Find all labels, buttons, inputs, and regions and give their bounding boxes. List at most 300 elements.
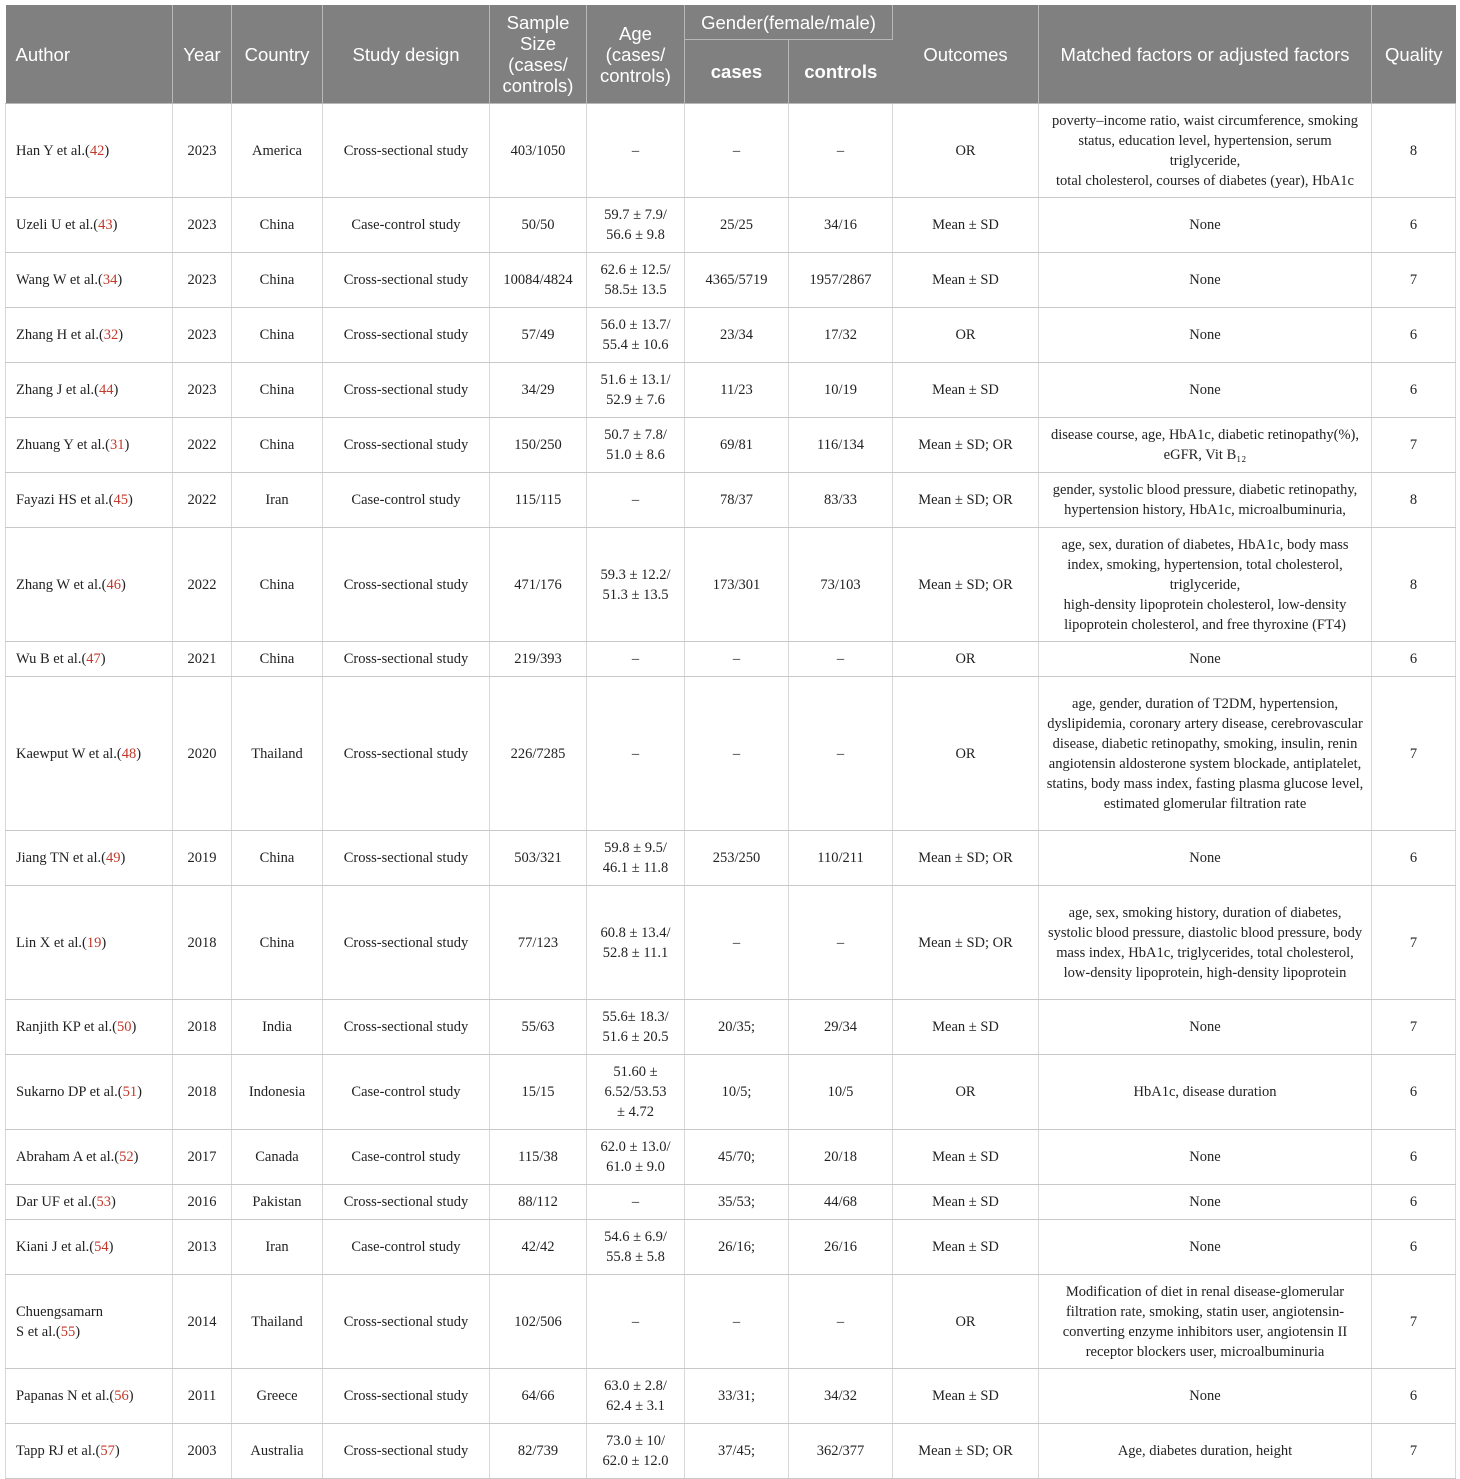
table-row — [6, 473, 1456, 528]
table-row — [6, 1220, 1456, 1275]
cell-quality: 6 — [1372, 1130, 1456, 1185]
cell-country: Iran — [232, 473, 323, 528]
author-name: Zhang J et al.( — [16, 382, 99, 398]
reference-link[interactable]: 45 — [113, 492, 128, 508]
cell-gender-cases: – — [685, 642, 789, 677]
cell-author — [6, 1220, 173, 1275]
cell-gender-cases: – — [685, 1275, 789, 1369]
cell-sample-size: 503/321 — [490, 831, 587, 886]
cell-quality: 8 — [1372, 473, 1456, 528]
reference-link[interactable]: 19 — [86, 934, 102, 951]
cell-matched-factors: None — [1039, 253, 1372, 308]
cell-country: China — [232, 363, 323, 418]
closing-paren: ) — [136, 745, 142, 762]
cell-author — [6, 677, 173, 831]
cell-gender-controls: 1957/2867 — [789, 253, 893, 308]
header-age: Age (cases/ controls) — [587, 5, 685, 104]
cell-year: 2017 — [173, 1130, 232, 1185]
cell-year: 2022 — [173, 473, 232, 528]
cell-matched-factors: None — [1039, 1220, 1372, 1275]
cell-author — [6, 831, 173, 886]
header-year: Year — [173, 5, 232, 104]
cell-outcomes: OR — [893, 1275, 1039, 1369]
reference-link[interactable]: 32 — [103, 327, 119, 343]
cell-gender-controls: 83/33 — [789, 473, 893, 528]
cell-country: China — [232, 528, 323, 642]
cell-author — [6, 1369, 173, 1424]
cell-sample-size: 471/176 — [490, 528, 587, 642]
cell-matched-factors: None — [1039, 642, 1372, 677]
cell-quality: 7 — [1372, 677, 1456, 831]
cell-year: 2023 — [173, 363, 232, 418]
cell-gender-cases: 37/45; — [685, 1424, 789, 1479]
author-name: Sukarno DP et al.( — [16, 1084, 123, 1100]
closing-paren: ) — [128, 1388, 134, 1404]
closing-paren: ) — [113, 382, 119, 398]
cell-gender-controls: 34/32 — [789, 1369, 893, 1424]
cell-country: China — [232, 886, 323, 1000]
cell-country: Thailand — [232, 1275, 323, 1369]
cell-gender-cases: 23/34 — [685, 308, 789, 363]
cell-gender-controls: – — [789, 886, 893, 1000]
cell-country: China — [232, 418, 323, 473]
cell-gender-controls: – — [789, 104, 893, 198]
cell-country: Canada — [232, 1130, 323, 1185]
cell-matched-factors: Age, diabetes duration, height — [1039, 1424, 1372, 1479]
cell-gender-controls: 29/34 — [789, 1000, 893, 1055]
cell-year: 2016 — [173, 1185, 232, 1220]
cell-author — [6, 104, 173, 198]
author-name: Dar UF et al.( — [16, 1194, 97, 1210]
cell-gender-cases: 69/81 — [685, 418, 789, 473]
cell-country: China — [232, 831, 323, 886]
cell-outcomes: Mean ± SD — [893, 363, 1039, 418]
cell-matched-factors: poverty–income ratio, waist circumference, smoking status, education level, hypertension, serum triglyceride, total cholesterol, courses of diabetes (year), HbA1c — [1039, 104, 1372, 198]
author-name: Chuengsamarn S et al.( — [16, 1303, 103, 1340]
cell-outcomes: OR — [893, 1055, 1039, 1130]
table-row — [6, 1185, 1456, 1220]
cell-gender-controls: 20/18 — [789, 1130, 893, 1185]
reference-link[interactable]: 56 — [114, 1388, 129, 1404]
closing-paren: ) — [112, 217, 118, 233]
cell-gender-controls: 34/16 — [789, 198, 893, 253]
cell-gender-controls: 110/211 — [789, 831, 893, 886]
cell-sample-size: 42/42 — [490, 1220, 587, 1275]
cell-outcomes: OR — [893, 308, 1039, 363]
author-name: Wang W et al.( — [16, 272, 103, 288]
reference-link[interactable]: 31 — [109, 437, 125, 453]
cell-quality: 7 — [1372, 1000, 1456, 1055]
cell-author — [6, 253, 173, 308]
cell-matched-factors: disease course, age, HbA1c, diabetic retinopathy(%), eGFR, Vit B₁₂ — [1039, 418, 1372, 473]
cell-outcomes: Mean ± SD — [893, 1220, 1039, 1275]
cell-age: – — [587, 104, 685, 198]
closing-paren: ) — [75, 1323, 81, 1340]
cell-author — [6, 1275, 173, 1369]
cell-country: China — [232, 198, 323, 253]
cell-matched-factors: age, gender, duration of T2DM, hypertension, dyslipidemia, coronary artery disease, cerebrovascular disease, diabetic retinopathy, smoking, insulin, renin angiotensin aldosterone system blockade, antiplatelet, statins, body mass index, fasting plasma glucose level, estimated glomerular filtration rate — [1039, 677, 1372, 831]
cell-study-design: Cross-sectional study — [323, 1185, 490, 1220]
reference-link[interactable]: 55 — [60, 1323, 76, 1340]
cell-quality: 6 — [1372, 1369, 1456, 1424]
cell-gender-cases: 78/37 — [685, 473, 789, 528]
cell-age: 59.8 ± 9.5/ 46.1 ± 11.8 — [587, 831, 685, 886]
cell-outcomes: Mean ± SD — [893, 1000, 1039, 1055]
cell-outcomes: Mean ± SD — [893, 253, 1039, 308]
header-outcomes: Outcomes — [893, 5, 1039, 104]
cell-study-design: Cross-sectional study — [323, 528, 490, 642]
cell-gender-cases: 173/301 — [685, 528, 789, 642]
table-row — [6, 642, 1456, 677]
cell-outcomes: Mean ± SD; OR — [893, 886, 1039, 1000]
cell-author — [6, 642, 173, 677]
cell-year: 2023 — [173, 198, 232, 253]
cell-matched-factors: None — [1039, 1185, 1372, 1220]
author-name: Jiang TN et al.( — [16, 850, 106, 866]
cell-quality: 6 — [1372, 308, 1456, 363]
cell-study-design: Cross-sectional study — [323, 104, 490, 198]
table-row — [6, 1055, 1456, 1130]
cell-matched-factors: None — [1039, 1130, 1372, 1185]
table-row — [6, 1424, 1456, 1479]
cell-quality: 6 — [1372, 1055, 1456, 1130]
header-gender-cases: cases — [685, 40, 789, 104]
header-matched-factors: Matched factors or adjusted factors — [1039, 5, 1372, 104]
cell-matched-factors: HbA1c, disease duration — [1039, 1055, 1372, 1130]
cell-sample-size: 403/1050 — [490, 104, 587, 198]
cell-study-design: Case-control study — [323, 1055, 490, 1130]
cell-study-design: Cross-sectional study — [323, 831, 490, 886]
header-gender: Gender(female/male) — [685, 5, 893, 40]
header-country: Country — [232, 5, 323, 104]
cell-study-design: Cross-sectional study — [323, 1424, 490, 1479]
cell-gender-controls: – — [789, 642, 893, 677]
cell-age: 62.6 ± 12.5/ 58.5± 13.5 — [587, 253, 685, 308]
cell-author — [6, 418, 173, 473]
cell-age: 50.7 ± 7.8/ 51.0 ± 8.6 — [587, 418, 685, 473]
cell-author — [6, 198, 173, 253]
cell-gender-controls: 10/5 — [789, 1055, 893, 1130]
reference-link[interactable]: 47 — [86, 651, 101, 667]
cell-author — [6, 528, 173, 642]
closing-paren: ) — [120, 576, 126, 593]
cell-matched-factors: None — [1039, 363, 1372, 418]
cell-outcomes: Mean ± SD; OR — [893, 473, 1039, 528]
header-gender-controls: controls — [789, 40, 893, 104]
cell-quality: 6 — [1372, 1220, 1456, 1275]
cell-quality: 6 — [1372, 1185, 1456, 1220]
cell-study-design: Cross-sectional study — [323, 418, 490, 473]
table — [5, 5, 1456, 1479]
cell-gender-controls: 116/134 — [789, 418, 893, 473]
cell-sample-size: 77/123 — [490, 886, 587, 1000]
cell-outcomes: Mean ± SD — [893, 1369, 1039, 1424]
reference-link[interactable]: 51 — [122, 1084, 138, 1100]
table-body — [6, 104, 1456, 1479]
cell-gender-cases: 253/250 — [685, 831, 789, 886]
cell-gender-cases: 20/35; — [685, 1000, 789, 1055]
closing-paren: ) — [101, 934, 107, 951]
cell-quality: 6 — [1372, 831, 1456, 886]
cell-gender-cases: 10/5; — [685, 1055, 789, 1130]
closing-paren: ) — [108, 1239, 114, 1255]
cell-country: Thailand — [232, 677, 323, 831]
cell-year: 2018 — [173, 886, 232, 1000]
cell-sample-size: 64/66 — [490, 1369, 587, 1424]
cell-matched-factors: None — [1039, 831, 1372, 886]
cell-gender-cases: – — [685, 104, 789, 198]
author-name: Fayazi HS et al.( — [16, 492, 114, 508]
cell-gender-controls: 73/103 — [789, 528, 893, 642]
cell-age: 54.6 ± 6.9/ 55.8 ± 5.8 — [587, 1220, 685, 1275]
cell-age: 63.0 ± 2.8/ 62.4 ± 3.1 — [587, 1369, 685, 1424]
author-name: Abraham A et al.( — [16, 1149, 120, 1165]
cell-sample-size: 150/250 — [490, 418, 587, 473]
cell-country: China — [232, 642, 323, 677]
author-name: Ranjith KP et al.( — [16, 1019, 117, 1035]
cell-gender-controls: 26/16 — [789, 1220, 893, 1275]
cell-year: 2023 — [173, 308, 232, 363]
closing-paren: ) — [114, 1443, 120, 1459]
table-row — [6, 308, 1456, 363]
cell-study-design: Case-control study — [323, 473, 490, 528]
cell-country: Pakistan — [232, 1185, 323, 1220]
cell-country: China — [232, 253, 323, 308]
table-row — [6, 1000, 1456, 1055]
cell-country: Iran — [232, 1220, 323, 1275]
table-row — [6, 363, 1456, 418]
cell-sample-size: 226/7285 — [490, 677, 587, 831]
cell-study-design: Cross-sectional study — [323, 308, 490, 363]
cell-gender-cases: 45/70; — [685, 1130, 789, 1185]
cell-country: Indonesia — [232, 1055, 323, 1130]
cell-age: 59.7 ± 7.9/ 56.6 ± 9.8 — [587, 198, 685, 253]
cell-sample-size: 10084/4824 — [490, 253, 587, 308]
cell-matched-factors: age, sex, duration of diabetes, HbA1c, body mass index, smoking, hypertension, total cholesterol, triglyceride, high-density lipoprotein cholesterol, low-density lipoprotein cholesterol, and free thyroxine (FT4) — [1039, 528, 1372, 642]
cell-sample-size: 50/50 — [490, 198, 587, 253]
cell-gender-controls: – — [789, 677, 893, 831]
cell-matched-factors: None — [1039, 308, 1372, 363]
cell-matched-factors: age, sex, smoking history, duration of diabetes, systolic blood pressure, diastolic blood pressure, body mass index, HbA1c, triglycerides, total cholesterol, low-density lipoprotein, high-density lipoprotein — [1039, 886, 1372, 1000]
cell-study-design: Cross-sectional study — [323, 363, 490, 418]
cell-outcomes: OR — [893, 642, 1039, 677]
cell-country: Greece — [232, 1369, 323, 1424]
cell-year: 2020 — [173, 677, 232, 831]
cell-age: – — [587, 1185, 685, 1220]
reference-link[interactable]: 52 — [119, 1149, 134, 1165]
cell-outcomes: Mean ± SD; OR — [893, 528, 1039, 642]
table-row — [6, 1369, 1456, 1424]
cell-study-design: Cross-sectional study — [323, 1275, 490, 1369]
cell-gender-cases: 33/31; — [685, 1369, 789, 1424]
cell-study-design: Cross-sectional study — [323, 253, 490, 308]
cell-study-design: Case-control study — [323, 198, 490, 253]
cell-outcomes: Mean ± SD — [893, 1130, 1039, 1185]
closing-paren: ) — [100, 651, 106, 667]
cell-quality: 7 — [1372, 418, 1456, 473]
reference-link[interactable]: 57 — [100, 1443, 115, 1459]
table-row — [6, 418, 1456, 473]
table-row — [6, 104, 1456, 198]
cell-quality: 7 — [1372, 1275, 1456, 1369]
cell-age: – — [587, 1275, 685, 1369]
table-row — [6, 528, 1456, 642]
reference-link[interactable]: 43 — [98, 217, 113, 233]
cell-outcomes: Mean ± SD — [893, 1185, 1039, 1220]
cell-year: 2023 — [173, 253, 232, 308]
cell-sample-size: 115/38 — [490, 1130, 587, 1185]
reference-link[interactable]: 48 — [121, 745, 137, 762]
closing-paren: ) — [137, 1084, 142, 1100]
closing-paren: ) — [133, 1149, 139, 1165]
cell-study-design: Case-control study — [323, 1220, 490, 1275]
table-row — [6, 1130, 1456, 1185]
cell-age: 56.0 ± 13.7/ 55.4 ± 10.6 — [587, 308, 685, 363]
reference-link[interactable]: 50 — [116, 1019, 132, 1035]
cell-author — [6, 1185, 173, 1220]
reference-link[interactable]: 46 — [106, 576, 121, 593]
closing-paren: ) — [104, 142, 110, 159]
cell-year: 2019 — [173, 831, 232, 886]
cell-sample-size: 115/115 — [490, 473, 587, 528]
cell-country: India — [232, 1000, 323, 1055]
cell-gender-cases: 4365/5719 — [685, 253, 789, 308]
cell-gender-cases: 25/25 — [685, 198, 789, 253]
cell-outcomes: OR — [893, 104, 1039, 198]
closing-paren: ) — [111, 1194, 116, 1210]
cell-gender-controls: 44/68 — [789, 1185, 893, 1220]
table-row — [6, 253, 1456, 308]
cell-quality: 6 — [1372, 198, 1456, 253]
cell-sample-size: 57/49 — [490, 308, 587, 363]
cell-year: 2023 — [173, 104, 232, 198]
cell-year: 2011 — [173, 1369, 232, 1424]
cell-author — [6, 363, 173, 418]
author-name: Han Y et al.( — [16, 142, 90, 159]
closing-paren: ) — [117, 272, 123, 288]
cell-sample-size: 55/63 — [490, 1000, 587, 1055]
cell-year: 2013 — [173, 1220, 232, 1275]
cell-country: Australia — [232, 1424, 323, 1479]
cell-matched-factors: None — [1039, 1369, 1372, 1424]
cell-sample-size: 15/15 — [490, 1055, 587, 1130]
table-row — [6, 831, 1456, 886]
cell-outcomes: OR — [893, 677, 1039, 831]
cell-outcomes: Mean ± SD; OR — [893, 418, 1039, 473]
author-name: Uzeli U et al.( — [16, 217, 99, 233]
cell-gender-controls: 10/19 — [789, 363, 893, 418]
table-row — [6, 886, 1456, 1000]
closing-paren: ) — [131, 1019, 137, 1035]
cell-year: 2022 — [173, 418, 232, 473]
cell-sample-size: 82/739 — [490, 1424, 587, 1479]
author-name: Kaewput W et al.( — [16, 745, 122, 762]
cell-study-design: Cross-sectional study — [323, 677, 490, 831]
reference-link[interactable]: 44 — [98, 382, 114, 398]
table-row — [6, 198, 1456, 253]
cell-gender-cases: – — [685, 677, 789, 831]
table-header — [6, 5, 1456, 104]
cell-gender-controls: 362/377 — [789, 1424, 893, 1479]
cell-year: 2022 — [173, 528, 232, 642]
cell-year: 2014 — [173, 1275, 232, 1369]
author-name: Zhuang Y et al.( — [16, 437, 110, 453]
cell-gender-cases: 11/23 — [685, 363, 789, 418]
cell-quality: 6 — [1372, 363, 1456, 418]
cell-quality: 7 — [1372, 886, 1456, 1000]
reference-link[interactable]: 42 — [89, 142, 105, 159]
cell-study-design: Cross-sectional study — [323, 642, 490, 677]
cell-author — [6, 1130, 173, 1185]
cell-author — [6, 473, 173, 528]
cell-age: – — [587, 473, 685, 528]
cell-study-design: Cross-sectional study — [323, 1000, 490, 1055]
author-name: Kiani J et al.( — [16, 1239, 95, 1255]
author-name: Zhang H et al.( — [16, 327, 104, 343]
cell-gender-cases: – — [685, 886, 789, 1000]
reference-link[interactable]: 34 — [102, 272, 118, 288]
cell-age: 62.0 ± 13.0/ 61.0 ± 9.0 — [587, 1130, 685, 1185]
header-author: Author — [6, 5, 173, 104]
cell-sample-size: 34/29 — [490, 363, 587, 418]
header-sample-size: Sample Size (cases/ controls) — [490, 5, 587, 104]
cell-year: 2021 — [173, 642, 232, 677]
cell-author — [6, 308, 173, 363]
cell-sample-size: 88/112 — [490, 1185, 587, 1220]
cell-matched-factors: gender, systolic blood pressure, diabetic retinopathy, hypertension history, HbA1c, microalbuminuria, — [1039, 473, 1372, 528]
cell-author — [6, 886, 173, 1000]
author-name: Wu B et al.( — [16, 651, 87, 667]
reference-link[interactable]: 54 — [94, 1239, 109, 1255]
cell-age: 59.3 ± 12.2/ 51.3 ± 13.5 — [587, 528, 685, 642]
table-row — [6, 1275, 1456, 1369]
closing-paren: ) — [120, 850, 126, 866]
header-study-design: Study design — [323, 5, 490, 104]
cell-country: America — [232, 104, 323, 198]
cell-year: 2018 — [173, 1000, 232, 1055]
header-quality: Quality — [1372, 5, 1456, 104]
cell-year: 2018 — [173, 1055, 232, 1130]
author-name: Tapp RJ et al.( — [16, 1443, 101, 1459]
cell-gender-cases: 26/16; — [685, 1220, 789, 1275]
cell-sample-size: 219/393 — [490, 642, 587, 677]
author-name: Zhang W et al.( — [16, 576, 107, 593]
reference-link[interactable]: 49 — [105, 850, 121, 866]
cell-age: 60.8 ± 13.4/ 52.8 ± 11.1 — [587, 886, 685, 1000]
cell-outcomes: Mean ± SD; OR — [893, 831, 1039, 886]
cell-age: 51.60 ± 6.52/53.53 ± 4.72 — [587, 1055, 685, 1130]
cell-age: – — [587, 642, 685, 677]
cell-quality: 8 — [1372, 104, 1456, 198]
closing-paren: ) — [118, 327, 124, 343]
author-name: Papanas N et al.( — [16, 1388, 115, 1404]
cell-year: 2003 — [173, 1424, 232, 1479]
closing-paren: ) — [127, 492, 133, 508]
cell-country: China — [232, 308, 323, 363]
cell-matched-factors: Modification of diet in renal disease-glomerular filtration rate, smoking, statin user, angiotensin-converting enzyme inhibitors user, angiotensin II receptor blockers user, microalbuminuria — [1039, 1275, 1372, 1369]
cell-study-design: Case-control study — [323, 1130, 490, 1185]
cell-quality: 6 — [1372, 642, 1456, 677]
cell-outcomes: Mean ± SD; OR — [893, 1424, 1039, 1479]
reference-link[interactable]: 53 — [96, 1194, 112, 1210]
cell-gender-controls: 17/32 — [789, 308, 893, 363]
cell-author — [6, 1000, 173, 1055]
cell-author — [6, 1424, 173, 1479]
cell-age: 55.6± 18.3/ 51.6 ± 20.5 — [587, 1000, 685, 1055]
author-name: Lin X et al.( — [16, 934, 87, 951]
cell-age: 51.6 ± 13.1/ 52.9 ± 7.6 — [587, 363, 685, 418]
cell-author — [6, 1055, 173, 1130]
